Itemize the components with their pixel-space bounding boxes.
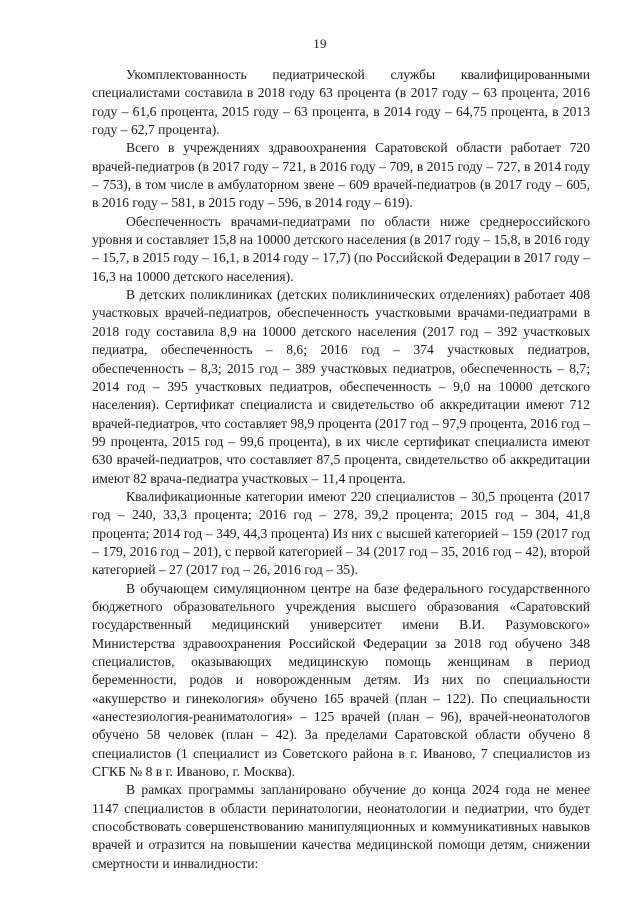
paragraph-provision-rate: Обеспеченность врачами-педиатрами по области ниже среднероссийского уровня и составляет 15,8 на 10000 детского населения (в 2017 году – 15,8, в 2016 году – 15,7, в 2015 году – 16,1, в 2014 году – 17,7) (по Российской Федерации в 2017 году – 16,3 на 10000 детского населения). <box>92 213 590 284</box>
paragraph-training-plan: В рамках программы запланировано обучение до конца 2024 года не менее 1147 специалистов в области перинатологии, неонатологии и педиатрии, что будет способствовать совершенствованию манипуляционных и коммуникативных навыков врачей и отразится на повышении качества медицинской помощи детям, снижении смертности и инвалидности: <box>92 782 590 871</box>
paragraph-simulation-center: В обучающем симуляционном центре на базе федерального государственного бюджетного образовательного учреждения высшего образования «Саратовский государственный медицинский университет имени В.И. Разумовского» Министерства здравоохранения Российской Федерации за 2018 год обучено 348 специалистов, оказывающих медицинскую помощь женщинам в период беременности, родов и новорожденным детям. Из них по специальности «акушерство и гинекология» обучено 165 врачей (план – 122). По специальности «анестезиология-реаниматология» – 125 врачей (план – 96), врачей-неонатологов обучено 58 человек (план – 42). За пределами Саратовской области обучено 8 специалистов (1 специалист из Советского района в г. Иваново, 7 специалистов из СГКБ № 8 в г. Иваново, г. Москва). <box>92 580 590 780</box>
paragraph-district-pediatricians: В детских поликлиниках (детских поликлинических отделениях) работает 408 участковых врачей-педиатров, обеспеченность участковыми врачами-педиатрами в 2018 году составила 8,9 на 10000 детского населения (2017 год – 392 участковых педиатра, обеспеченность – 8,6; 2016 год – 374 участковых педиатров, обеспеченность – 8,3; 2015 год – 389 участковых педиатров, обеспеченность – 8,7; 2014 год – 395 участковых педиатров, обеспеченность – 9,0 на 10000 детского населения). Сертификат специалиста и свидетельство об аккредитации имеют 712 врачей-педиатров, что составляет 98,9 процента (2017 год – 97,9 процента, 2016 год – 99 процента, 2015 год – 99,6 процента), в их числе сертификат специалиста имеют 630 врачей-педиатров, что составляет 87,5 процента, свидетельство об аккредитации имеют 82 врача-педиатра участковых – 11,4 процента. <box>92 287 590 486</box>
paragraph-staffing: Укомплектованность педиатрической службы квалифицированными специалистами составила в 2018 году 63 процента (в 2017 году – 63 процента, 2016 году – 61,6 процента, 2015 году – 63 процента, в 2014 году – 64,75 процента, в 2013 году – 62,7 процента). <box>92 67 590 138</box>
paragraph-pediatricians-total: Всего в учреждениях здравоохранения Саратовской области работает 720 врачей-педиатров (в 2017 году – 721, в 2016 году – 709, в 2015 году – 727, в 2014 году – 753), в том числе в амбулаторном звене – 609 врачей-педиатров (в 2017 году – 605, в 2016 году – 581, в 2015 году – 596, в 2014 году – 619). <box>92 140 590 211</box>
paragraph-qualification-categories: Квалификационные категории имеют 220 специалистов – 30,5 процента (2017 год – 240, 33,3 процента; 2016 год – 278, 39,2 процента; 2015 год – 304, 41,8 процента; 2014 год – 349, 44,3 процента) Из них с высшей категорией – 159 (2017 год – 179, 2016 год – 201), с первой категорией – 34 (2017 год – 35, 2016 год – 42), второй категорией – 27 (2017 год – 26, 2016 год – 35). <box>92 488 590 578</box>
page-number: 19 <box>313 36 327 51</box>
document-body <box>92 66 590 873</box>
